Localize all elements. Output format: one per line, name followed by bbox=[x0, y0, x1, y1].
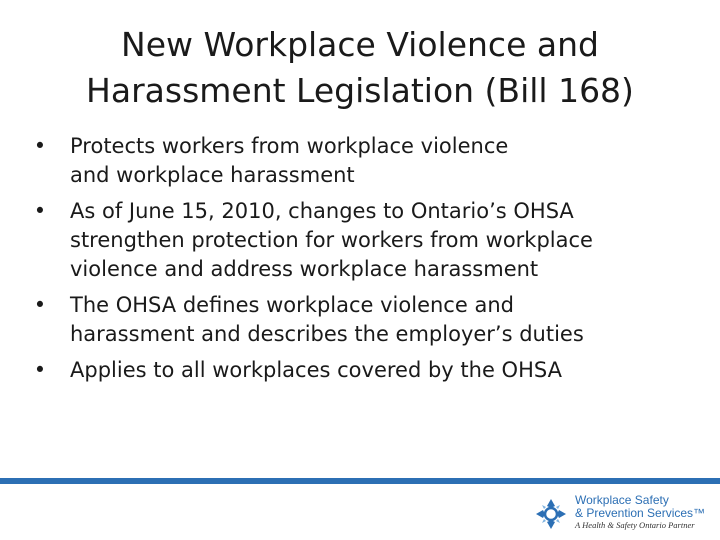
bullet-3-line-1: The OHSA defines workplace violence and bbox=[70, 293, 514, 317]
bullet-2-line-2: strengthen protection for workers from workplace bbox=[70, 228, 593, 252]
slide-title-line-1: New Workplace Violence and bbox=[121, 25, 599, 64]
bullet-dot: • bbox=[33, 358, 47, 382]
bullet-2-line-3: violence and address workplace harassment bbox=[70, 257, 539, 281]
bullet-3-line-2: harassment and describes the employer’s duties bbox=[70, 322, 584, 346]
bullet-item bbox=[30, 291, 690, 349]
footer-accent-bar bbox=[0, 478, 720, 484]
wsps-logo bbox=[533, 494, 708, 536]
bullet-dot: • bbox=[33, 199, 47, 223]
slide-title bbox=[40, 22, 680, 114]
bullet-4-line-1: Applies to all workplaces covered by the OHSA bbox=[70, 358, 562, 382]
bullet-item bbox=[30, 132, 690, 190]
logo-line-2: & Prevention Services™ bbox=[575, 506, 706, 520]
bullet-2-line-1: As of June 15, 2010, changes to Ontario’s OHSA bbox=[70, 199, 574, 223]
bullet-dot: • bbox=[33, 293, 47, 317]
bullet-item bbox=[30, 197, 690, 284]
wsps-logo-text bbox=[575, 494, 705, 531]
logo-line-1: Workplace Safety bbox=[575, 493, 669, 507]
bullet-1-line-2: and workplace harassment bbox=[70, 163, 355, 187]
logo-tagline: A Health & Safety Ontario Partner bbox=[575, 520, 695, 530]
bullet-1-line-1: Protects workers from workplace violence bbox=[70, 134, 509, 158]
wsps-logo-icon bbox=[533, 496, 569, 532]
slide-title-line-2: Harassment Legislation (Bill 168) bbox=[86, 71, 634, 110]
bullet-list bbox=[30, 132, 690, 392]
bullet-item bbox=[30, 356, 690, 385]
bullet-dot: • bbox=[33, 134, 47, 158]
